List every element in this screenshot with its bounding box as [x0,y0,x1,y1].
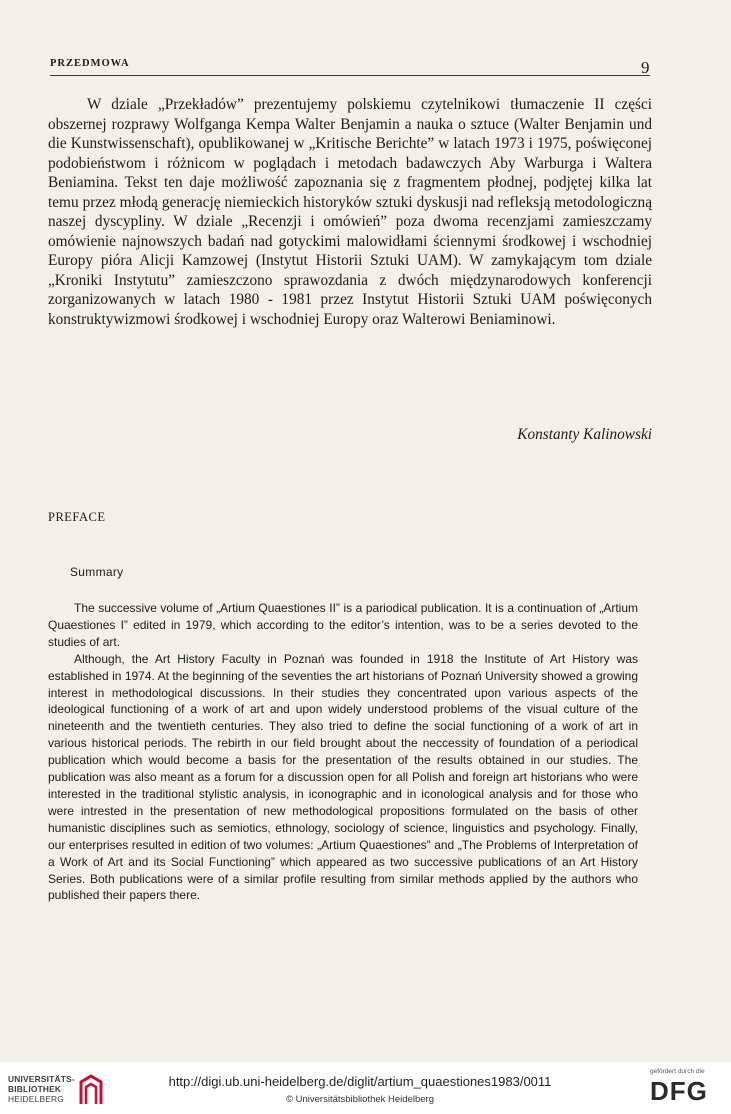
header-rule [50,75,650,76]
author-signature: Konstanty Kalinowski [517,426,652,443]
summary-heading: Summary [70,565,124,579]
funder-block[interactable] [650,1068,722,1107]
preface-heading: PREFACE [48,510,106,524]
permalink-link[interactable]: http://digi.ub.uni-heidelberg.de/diglit/artium_quaestiones1983/0011 [168,1074,552,1089]
copyright-notice: © Universitätsbibliothek Heidelberg [286,1094,434,1105]
library-name-line: BIBLIOTHEK [8,1084,62,1094]
digitization-footer [0,1062,731,1114]
page-number: 9 [641,58,650,77]
english-summary [48,600,638,904]
university-library-logo[interactable] [8,1070,103,1110]
summary-paragraph: Although, the Art History Faculty in Poznań was founded in 1918 the Institute of Art History was established in 1974. At the beginning of the seventies the art historians of Poznań University showed a growing interest in methodological discussions. In their studies they concentrated upon various aspects of the ideological functioning of a work of art and upon widely understood problems of the visual culture of the nineteenth and the twentieth centuries. They also tried to define the social functioning of a work of art in various historical periods. The rebirth in our field brought about the neccessity of foundation of a periodical publication which would become a basis for the presentation of the results obtained in our studies. The publication was also meant as a forum for a discussion open for all Polish and foreign art historians who were interested in the traditional stylistic analysis, in iconographic and in iconological analysis and for those who were intrested in the presentation of new methodological propositions formulated on the basis of other humanistic disciplines such as semiotics, ethnology, sociology of science, linguistics and psychology. Finally, our enterprises resulted in edition of two volumes: „Artium Quaestiones” and „The Problems of Interpretation of a Work of Art and its Social Functioning” which appeared as two successive publications of an Art History Series. Both publications were of a similar profile resulting from similar methods applied by the authors who published their papers there. [48,651,638,903]
polish-paragraph: W dziale „Przekładów” prezentujemy polskiemu czytelnikowi tłumaczenie II części obszernej rozprawy Wolfganga Kempa Walter Benjamin a nauka o sztuce (Walter Benjamin und die Kunstwissenschaft), opublikowanej w „Kritische Berichte” w latach 1973 i 1975, poświęconej podobieństwom i różnicom w poglądach i metodach badawczych Aby Warburga i Waltera Beniamina. Tekst ten daje możliwość zapoznania się z fragmentem płodnej, podjętej kilka lat temu przez młodą generację niemieckich historyków sztuki dyskusji nad refleksją metodologiczną naszej dyscypliny. W dziale „Recenzji i omówień” poza dwoma recenzjami zamieszczamy omówienie najnowszych badań nad gotyckimi malowidłami ściennymi środkowej i wschodniej Europy pióra Alicji Kamzowej (Instytut Historii Sztuki UAM). W zamykającym tom dziale „Kroniki Instytutu” zamieszczono sprawozdania z dwóch międzynarodowych konferencji zorganizowanych w latach 1980 - 1981 przez Instytut Historii Sztuki UAM poświęconych konstruktywizmowi środkowej i wschodniej Europy oraz Walterowi Beniaminowi. [48,96,652,328]
running-head: PRZEDMOWA [50,58,130,69]
library-name-line: UNIVERSITÄTS- [8,1074,75,1084]
dfg-logo: DFG [650,1076,708,1106]
library-emblem-icon [78,1074,104,1106]
funding-label: gefördert durch die [650,1068,705,1075]
library-name-line: HEIDELBERG [8,1094,64,1104]
summary-paragraph: The successive volume of „Artium Quaestiones II” is a pariodical publication. It is a continuation of „Artium Quaestiones I” edited in 1979, which according to the editor’s intention, was to be a series devoted to the studies of art. [48,601,638,649]
